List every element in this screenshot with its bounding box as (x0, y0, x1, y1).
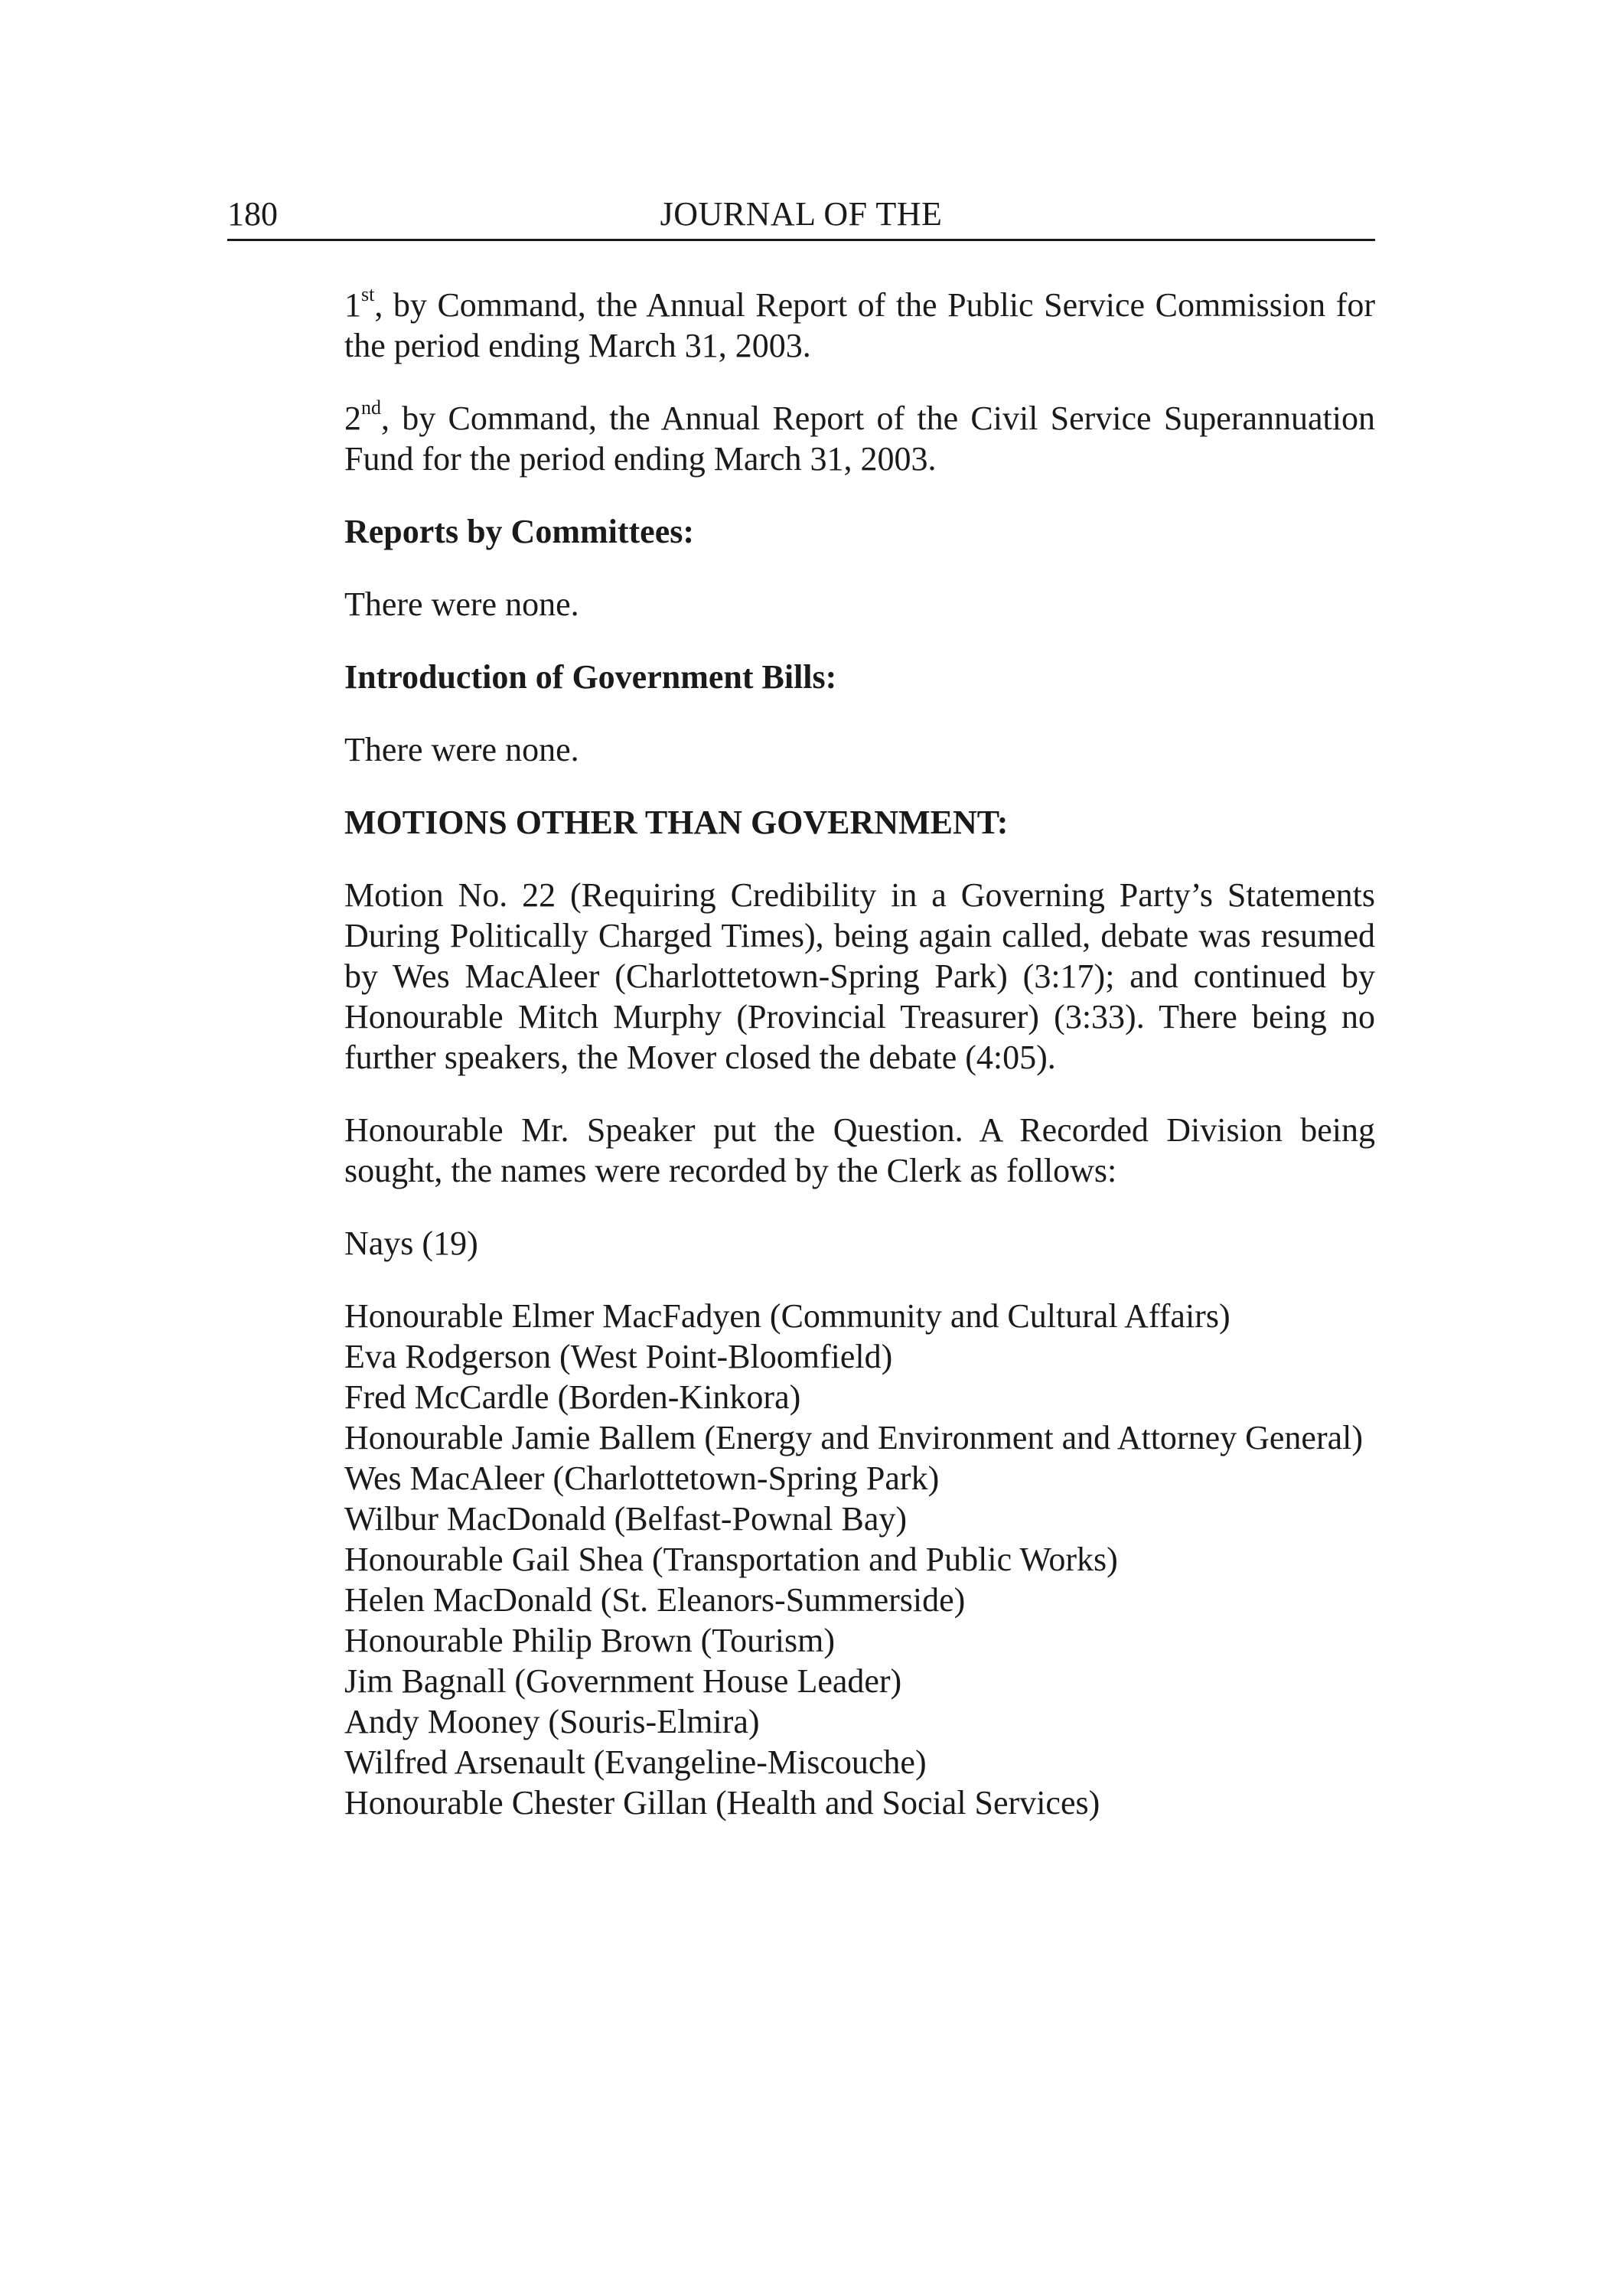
page-number: 180 (227, 195, 278, 233)
list-item: Eva Rodgerson (West Point-Bloomfield) (344, 1338, 893, 1375)
motions-heading: MOTIONS OTHER THAN GOVERNMENT: (344, 804, 1009, 841)
list-item: Wes MacAleer (Charlottetown-Spring Park) (344, 1459, 940, 1497)
recorded-division-paragraph: Honourable Mr. Speaker put the Question. A Recorded Division being sought, the names were recorded by the Clerk as follows: (344, 1111, 1375, 1189)
paper-ordinal-suffix-1: st (361, 283, 375, 306)
paper-ordinal-2: 2 (344, 400, 361, 437)
paper-ordinal-suffix-2: nd (361, 396, 381, 419)
paper-text-1: , by Command, the Annual Report of the Public Service Commission for the period ending March 31, 2003. (344, 286, 1375, 364)
list-item: Helen MacDonald (St. Eleanors-Summerside) (344, 1581, 966, 1619)
committees-text: There were none. (344, 585, 579, 623)
list-item: Honourable Gail Shea (Transportation and Public Works) (344, 1541, 1118, 1578)
paper-item-1 (344, 285, 1375, 366)
paper-text-2: , by Command, the Annual Report of the Civil Service Superannuation Fund for the period ending March 31, 2003. (344, 400, 1375, 478)
nays-label: Nays (19) (344, 1225, 478, 1262)
list-item: Honourable Jamie Ballem (Energy and Environment and Attorney General) (344, 1419, 1363, 1456)
journal-body (344, 285, 1375, 1823)
list-item: Honourable Elmer MacFadyen (Community and Cultural Affairs) (344, 1297, 1231, 1335)
paper-item-2 (344, 398, 1375, 479)
list-item: Wilbur MacDonald (Belfast-Pownal Bay) (344, 1500, 908, 1538)
gov-bills-text: There were none. (344, 731, 579, 768)
list-item: Fred McCardle (Borden-Kinkora) (344, 1378, 801, 1416)
list-item: Honourable Chester Gillan (Health and Social Services) (344, 1784, 1100, 1821)
page-header (227, 194, 1375, 241)
list-item: Honourable Philip Brown (Tourism) (344, 1622, 835, 1659)
list-item: Andy Mooney (Souris-Elmira) (344, 1703, 760, 1740)
list-item: Wilfred Arsenault (Evangeline-Miscouche) (344, 1743, 927, 1781)
committees-heading: Reports by Committees: (344, 513, 694, 550)
motion-22-paragraph: Motion No. 22 (Requiring Credibility in a Governing Party’s Statements During Politically Charged Times), being again called, debate was resumed by Wes MacAleer (Charlottetown-Spring Park) (3:17); and continued by Honourable Mitch Murphy (Provincial Treasurer) (3:33). There being no further speakers, the Mover closed the debate (4:05). (344, 876, 1375, 1076)
running-head: JOURNAL OF THE (660, 195, 943, 233)
nays-list (344, 1296, 1375, 1823)
list-item: Jim Bagnall (Government House Leader) (344, 1662, 902, 1700)
paper-ordinal-1: 1 (344, 286, 361, 324)
gov-bills-heading: Introduction of Government Bills: (344, 658, 837, 696)
